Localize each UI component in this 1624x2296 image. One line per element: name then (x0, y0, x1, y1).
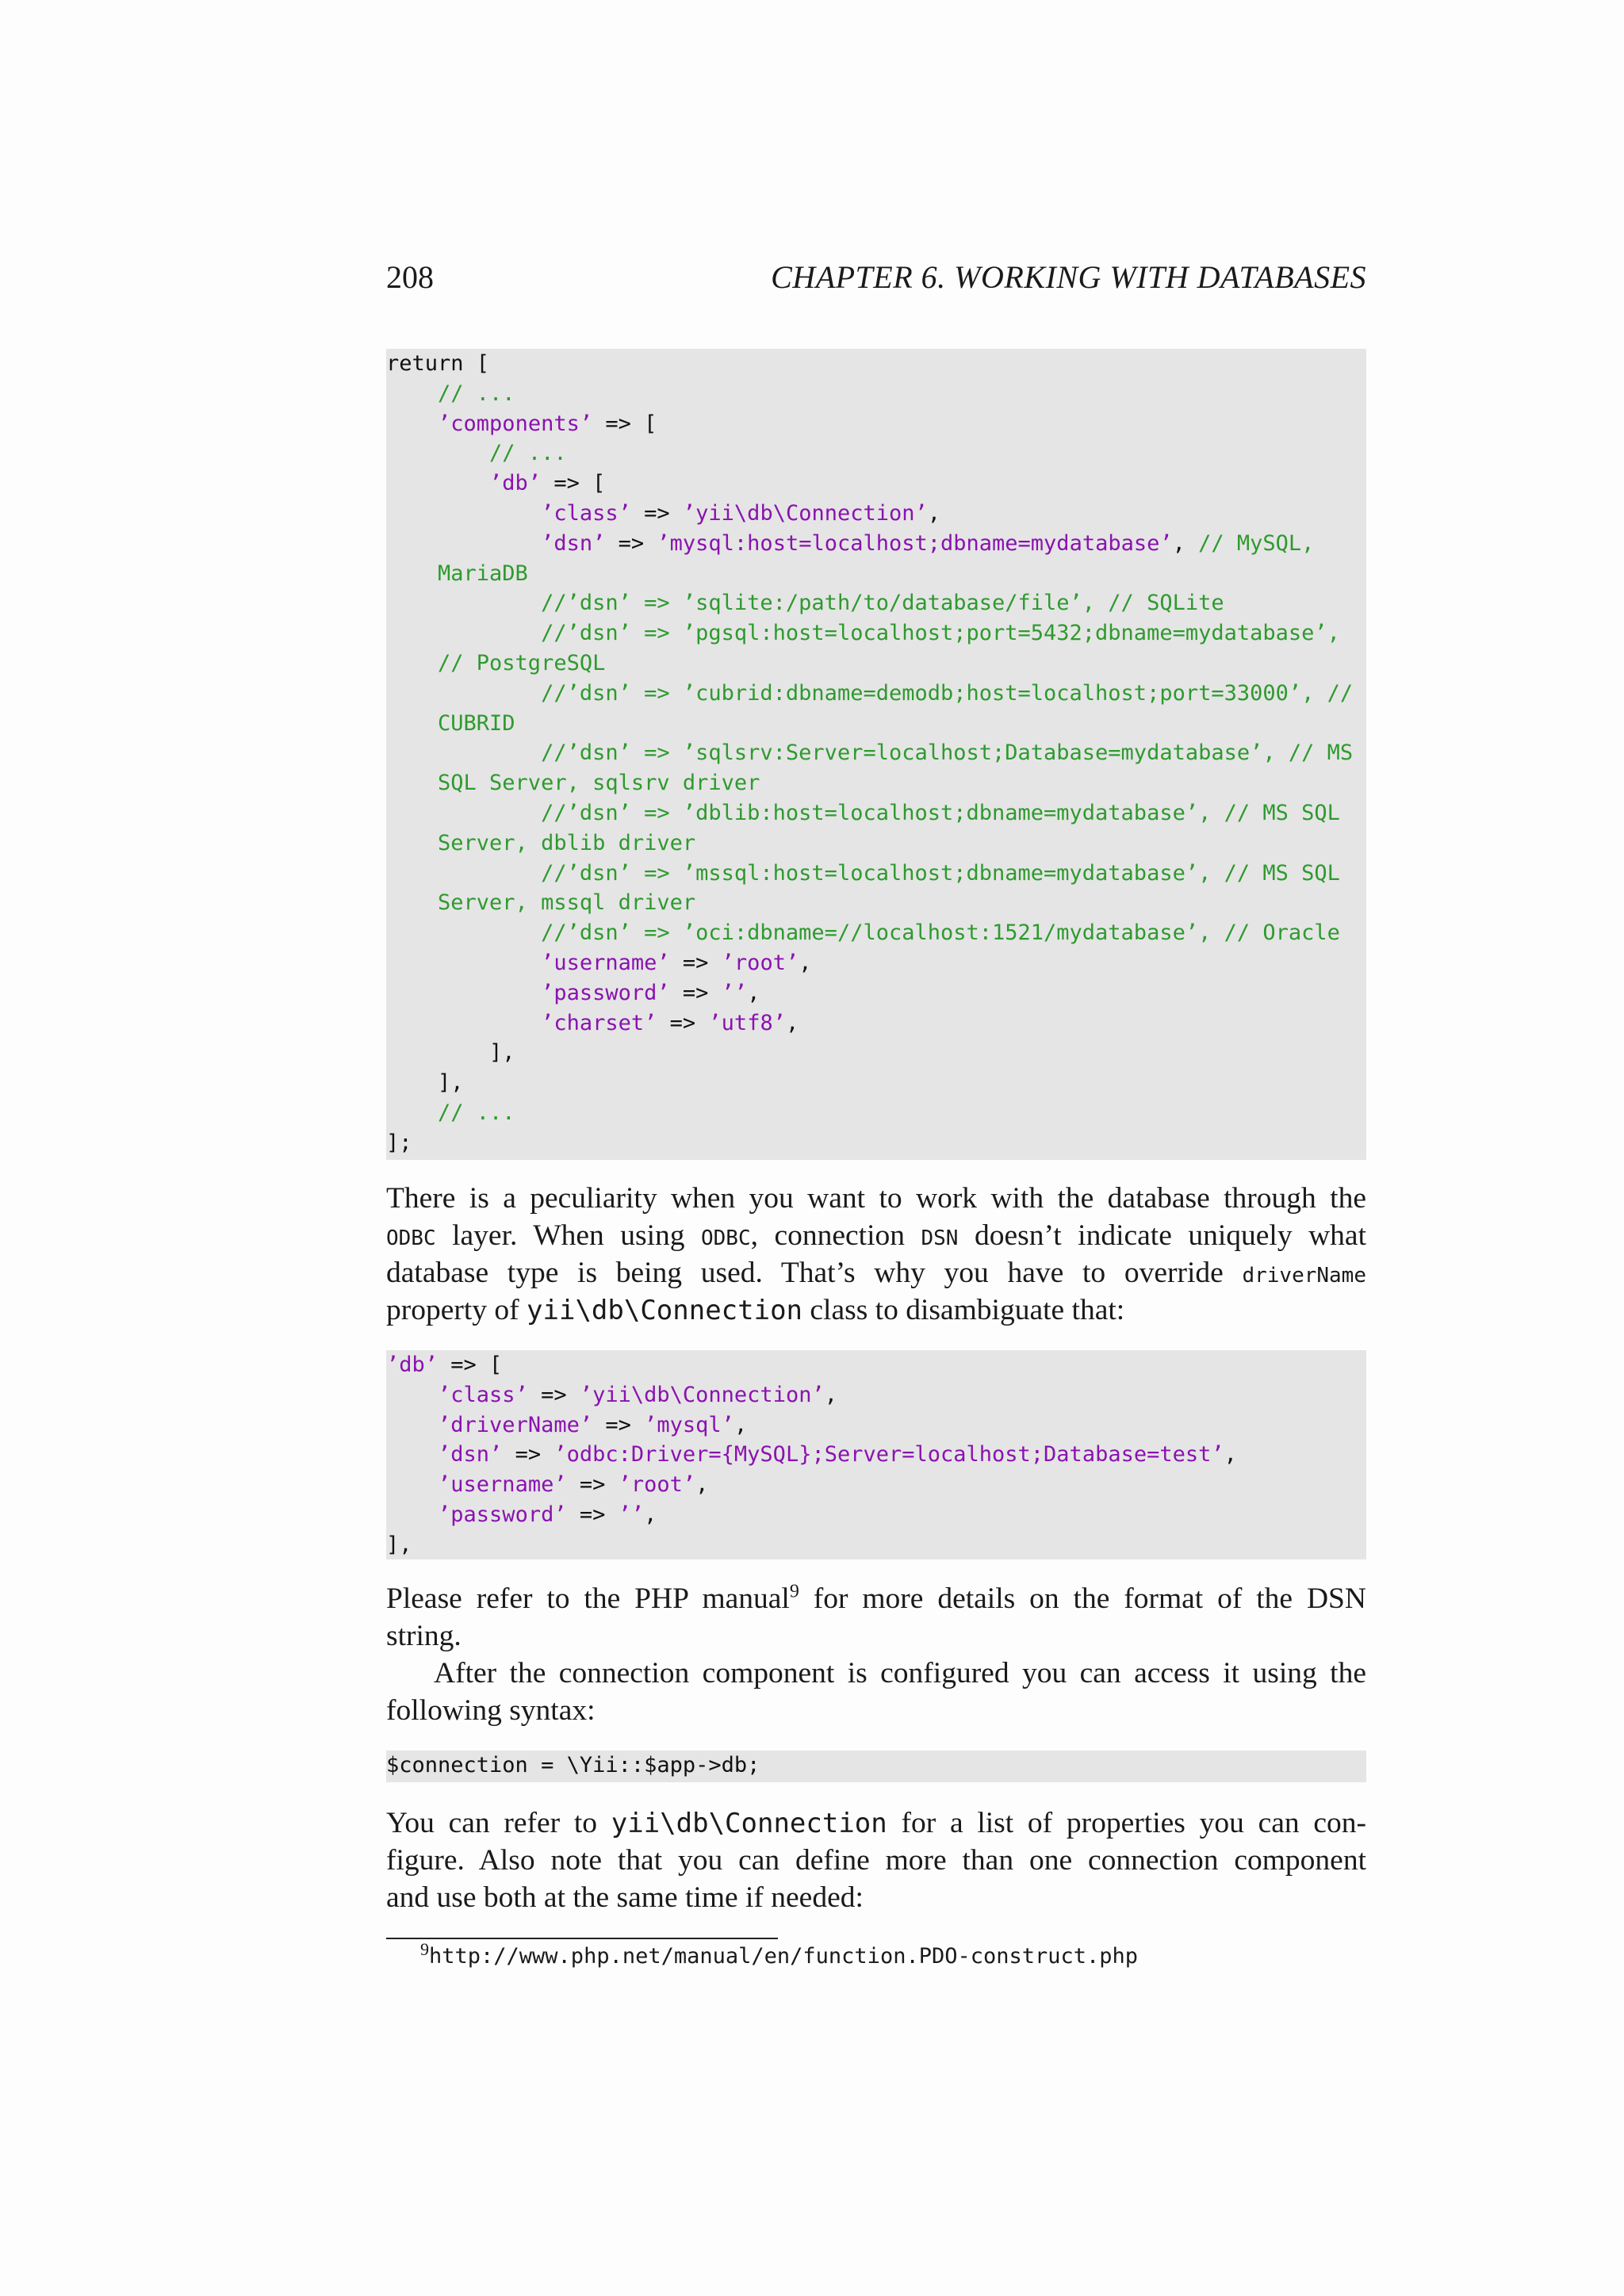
code-comment: //’dsn’ => ’dblib:host=localhost;dbname=mydatabase’, // MS SQL (386, 800, 1340, 825)
code-comment: //’dsn’ => ’mssql:host=localhost;dbname=mydatabase’, // MS SQL (386, 860, 1340, 886)
code-text: , (1172, 530, 1199, 556)
paragraph-odbc-peculiarity (386, 1180, 1366, 1329)
code-string: ’password’ (438, 1502, 567, 1527)
inline-code-dsn: DSN (921, 1226, 959, 1250)
inline-code-odbc: ODBC (386, 1226, 436, 1250)
code-text: , (695, 1472, 709, 1498)
code-string: ’mysql’ (644, 1412, 734, 1437)
code-comment: // ... (438, 1100, 515, 1125)
code-line (386, 1128, 1366, 1158)
code-line (386, 618, 1366, 649)
code-line (386, 1440, 1366, 1470)
code-string: ’mysql:host=localhost;dbname=mydatabase’ (657, 530, 1173, 556)
code-text: , (747, 980, 760, 1005)
code-line (386, 1530, 1366, 1559)
code-line (386, 709, 1366, 739)
code-text: ], (386, 1040, 515, 1066)
code-string: ’’ (618, 1502, 645, 1527)
chapter-title: CHAPTER 6. WORKING WITH DATABASES (771, 259, 1366, 295)
paragraph-php-manual (386, 1580, 1366, 1729)
code-comment: // MySQL, (1198, 530, 1315, 556)
code-text: => [ (541, 471, 606, 496)
code-line (386, 469, 1366, 499)
code-string: ’yii\db\Connection’ (579, 1382, 825, 1407)
code-comment: SQL Server, sqlsrv driver (386, 771, 760, 796)
code-line (386, 1470, 1366, 1500)
code-comment: CUBRID (386, 710, 515, 736)
code-line (386, 1751, 1366, 1781)
code-text (386, 1472, 438, 1497)
code-line (386, 559, 1366, 589)
code-text (386, 531, 541, 556)
code-text (386, 1502, 438, 1527)
code-text: return [ (386, 351, 490, 376)
code-comment: //’dsn’ => ’cubrid:dbname=demodb;host=localhost;port=33000’, // (386, 680, 1354, 706)
code-string: ’username’ (541, 950, 670, 975)
code-line (386, 529, 1366, 559)
code-string: ’db’ (489, 471, 542, 496)
code-line (386, 409, 1366, 439)
code-string: ’class’ (438, 1382, 528, 1407)
code-string: ’root’ (618, 1472, 696, 1498)
text-line: property of yii\db\Connection class to disambiguate that: (386, 1294, 1125, 1326)
code-line (386, 1038, 1366, 1068)
footnote (420, 1941, 1138, 1973)
code-line (386, 768, 1366, 798)
code-line (386, 499, 1366, 529)
code-text (386, 501, 541, 526)
code-comment: // PostgreSQL (386, 650, 606, 675)
code-line (386, 349, 1366, 379)
code-comment: //’dsn’ => ’sqlsrv:Server=localhost;Database=mydatabase’, // MS (386, 740, 1354, 766)
code-line (386, 1098, 1366, 1128)
code-text: ]; (386, 1130, 412, 1155)
code-block-db-config (386, 349, 1366, 1160)
code-text: => (669, 980, 722, 1005)
code-text: ], (386, 1532, 412, 1557)
code-line (386, 918, 1366, 948)
text-line: ODBC layer. When using ODBC, connection DSN doesn’t indicate uniquely what (386, 1219, 1366, 1252)
text-line: You can refer to yii\db\Connection for a list of properties you can con- (386, 1807, 1366, 1839)
code-string: ’utf8’ (708, 1010, 786, 1035)
code-text (386, 1100, 438, 1125)
code-line (386, 438, 1366, 469)
code-block-odbc-config (386, 1350, 1366, 1559)
text-line: There is a peculiarity when you want to work with the database through the (386, 1182, 1366, 1215)
code-comment: // ... (489, 441, 567, 466)
code-text: => (630, 500, 683, 526)
code-text: => (566, 1472, 619, 1498)
code-string: ’username’ (438, 1472, 567, 1498)
text-line: database type is being used. That’s why you have to override driverName (386, 1257, 1366, 1289)
footnote-number: 9 (420, 1939, 429, 1959)
code-text: => (605, 530, 657, 556)
code-line (386, 1068, 1366, 1098)
text-line: string. (386, 1620, 462, 1652)
code-line (386, 679, 1366, 709)
code-text (386, 381, 438, 406)
code-comment: //’dsn’ => ’sqlite:/path/to/database/file’, // SQLite (386, 591, 1224, 616)
footnote-link[interactable]: http://www.php.net/manual/en/function.PDO-construct.php (429, 1944, 1139, 1969)
code-text: , (785, 1010, 799, 1035)
code-line (386, 1500, 1366, 1530)
text-line: Please refer to the PHP manual$^9$ for more details on the format of the DSN (386, 1581, 1366, 1615)
code-line (386, 1350, 1366, 1380)
code-text: => (657, 1010, 709, 1035)
text-line: and use both at the same time if needed: (386, 1881, 864, 1914)
code-text (386, 1383, 438, 1407)
page-number: 208 (386, 259, 434, 295)
text-line: figure. Also note that you can define more than one connection component (386, 1844, 1366, 1877)
code-line (386, 888, 1366, 918)
code-string: ’driverName’ (438, 1412, 593, 1437)
code-string: ’charset’ (541, 1010, 657, 1035)
code-text: => (502, 1442, 554, 1468)
code-comment: Server, mssql driver (386, 890, 696, 916)
code-text: => [ (438, 1353, 503, 1377)
paragraph-connection-properties (386, 1804, 1366, 1916)
code-line (386, 649, 1366, 679)
code-line (386, 738, 1366, 768)
code-line (386, 1380, 1366, 1410)
inline-code-connection-class: yii\db\Connection (527, 1295, 803, 1326)
code-text (386, 1011, 541, 1035)
code-block-access-syntax (386, 1751, 1366, 1782)
code-text: , (927, 500, 941, 526)
code-text (386, 1413, 438, 1437)
code-text (386, 411, 438, 436)
inline-code-connection-class: yii\db\Connection (611, 1808, 887, 1839)
text-line: following syntax: (386, 1694, 596, 1727)
text-line: After the connection component is configured you can access it using the (434, 1657, 1366, 1689)
code-line (386, 1410, 1366, 1441)
code-text: => (566, 1502, 619, 1527)
code-text: , (1224, 1442, 1237, 1468)
code-string: ’db’ (386, 1353, 439, 1377)
code-string: ’yii\db\Connection’ (682, 500, 928, 526)
code-text: => [ (592, 411, 657, 436)
code-text (386, 471, 489, 496)
code-text (386, 441, 489, 465)
code-text: , (824, 1382, 837, 1407)
code-text (386, 951, 541, 975)
code-comment: //’dsn’ => ’pgsql:host=localhost;port=5432;dbname=mydatabase’, (386, 621, 1340, 646)
code-text (386, 1442, 438, 1467)
code-text: ], (386, 1070, 464, 1096)
code-comment: Server, dblib driver (386, 830, 696, 855)
code-line (386, 978, 1366, 1008)
code-comment: //’dsn’ => ’oci:dbname=//localhost:1521/mydatabase’, // Oracle (386, 920, 1340, 946)
code-string: ’dsn’ (438, 1442, 503, 1468)
code-line (386, 948, 1366, 978)
footnote-marker: 9 (789, 1581, 799, 1602)
code-line (386, 588, 1366, 618)
code-text: => (669, 950, 722, 975)
code-string: ’root’ (721, 950, 799, 975)
code-comment: MariaDB (386, 561, 528, 586)
code-text: , (644, 1502, 657, 1527)
code-string: ’dsn’ (541, 530, 606, 556)
code-text: => (527, 1382, 580, 1407)
inline-code-odbc: ODBC (700, 1226, 751, 1250)
code-string: ’odbc:Driver={MySQL};Server=localhost;Database=test’ (553, 1442, 1224, 1468)
footnote-rule (386, 1938, 778, 1939)
code-comment: // ... (438, 381, 515, 406)
code-text: $connection = \Yii::$app->db; (386, 1753, 760, 1777)
code-line (386, 828, 1366, 859)
code-string: ’password’ (541, 980, 670, 1005)
code-line (386, 379, 1366, 409)
code-line (386, 798, 1366, 828)
inline-code-drivername: driverName (1242, 1264, 1366, 1288)
code-line (386, 859, 1366, 889)
code-string: ’components’ (438, 411, 593, 436)
code-string: ’class’ (541, 500, 631, 526)
code-text (386, 981, 541, 1005)
code-text: => (592, 1412, 645, 1437)
code-line (386, 1008, 1366, 1039)
code-text: , (799, 950, 812, 975)
code-string: ’’ (721, 980, 748, 1005)
page-header (386, 252, 1366, 303)
code-text: , (733, 1412, 748, 1437)
